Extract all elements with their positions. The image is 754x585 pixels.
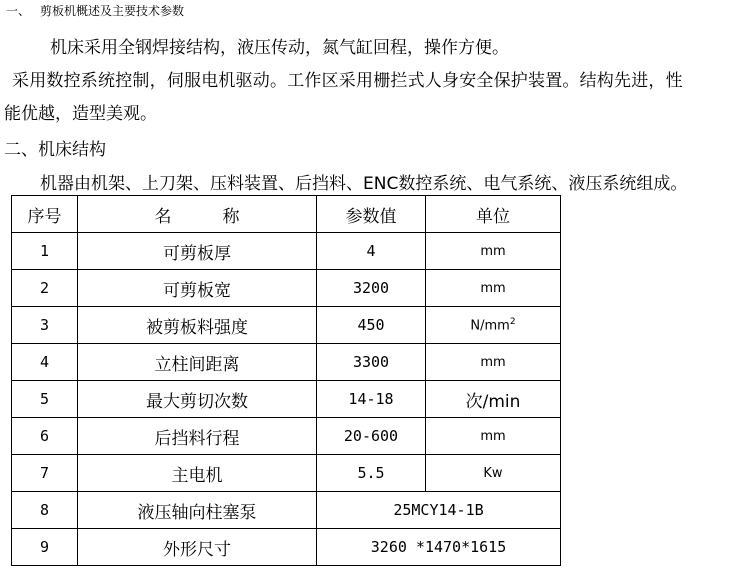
cell-value: 20-600 <box>317 418 426 455</box>
cell-value: 14-18 <box>317 381 426 418</box>
header-value: 参数值 <box>317 196 426 233</box>
cell-name: 被剪板料强度 <box>78 307 317 344</box>
unit-text: N/mm <box>470 318 510 334</box>
cell-name: 主电机 <box>78 455 317 492</box>
cell-unit: mm <box>426 233 561 270</box>
header-name: 名 称 <box>78 196 317 233</box>
cell-value: 3200 <box>317 270 426 307</box>
cell-no: 5 <box>12 381 78 418</box>
cell-value: 450 <box>317 307 426 344</box>
paragraph-composition: 机器由机架、上刀架、压料装置、后挡料、ENC数控系统、电气系统、液压系统组成。 <box>40 174 688 194</box>
cell-no: 2 <box>12 270 78 307</box>
cell-value: 5.5 <box>317 455 426 492</box>
cell-name: 液压轴向柱塞泵 <box>78 492 317 529</box>
header-no: 序号 <box>12 196 78 233</box>
paragraph-structure: 机床采用全钢焊接结构，液压传动，氮气缸回程，操作方便。 <box>50 38 509 58</box>
cell-name: 外形尺寸 <box>78 529 317 566</box>
cell-unit: mm <box>426 270 561 307</box>
cell-value: 25MCY14-1B <box>317 492 561 529</box>
cell-name: 后挡料行程 <box>78 418 317 455</box>
table-row <box>12 418 561 455</box>
table-row <box>12 381 561 418</box>
cell-no: 1 <box>12 233 78 270</box>
table-row <box>12 492 561 529</box>
cell-no: 6 <box>12 418 78 455</box>
cell-name: 立柱间距离 <box>78 344 317 381</box>
paragraph-control: 采用数控系统控制，伺服电机驱动。工作区采用栅拦式人身安全保护装置。结构先进，性 <box>12 71 683 91</box>
cell-unit <box>426 307 561 344</box>
cell-unit: Kw <box>426 455 561 492</box>
cell-unit: 次/min <box>426 381 561 418</box>
cell-name: 最大剪切次数 <box>78 381 317 418</box>
table-header-row <box>12 196 561 233</box>
spec-table <box>11 195 561 566</box>
header-unit: 单位 <box>426 196 561 233</box>
table-row <box>12 233 561 270</box>
cell-value: 3300 <box>317 344 426 381</box>
cell-no: 4 <box>12 344 78 381</box>
cell-unit: mm <box>426 418 561 455</box>
table-row <box>12 270 561 307</box>
table-row <box>12 455 561 492</box>
cell-name: 可剪板宽 <box>78 270 317 307</box>
section-number: 一、 <box>6 4 31 18</box>
table-row <box>12 529 561 566</box>
table-row <box>12 307 561 344</box>
paragraph-control-cont: 能优越，造型美观。 <box>4 104 157 124</box>
unit-superscript: 2 <box>509 316 516 327</box>
cell-no: 7 <box>12 455 78 492</box>
section-heading-2: 二、机床结构 <box>4 140 106 160</box>
cell-value: 3260 *1470*1615 <box>317 529 561 566</box>
cell-unit: mm <box>426 344 561 381</box>
section-heading-1 <box>6 2 184 19</box>
cell-no: 8 <box>12 492 78 529</box>
cell-no: 9 <box>12 529 78 566</box>
table-row <box>12 344 561 381</box>
section-title: 剪板机概述及主要技术参数 <box>40 4 185 18</box>
cell-no: 3 <box>12 307 78 344</box>
cell-name: 可剪板厚 <box>78 233 317 270</box>
cell-value: 4 <box>317 233 426 270</box>
